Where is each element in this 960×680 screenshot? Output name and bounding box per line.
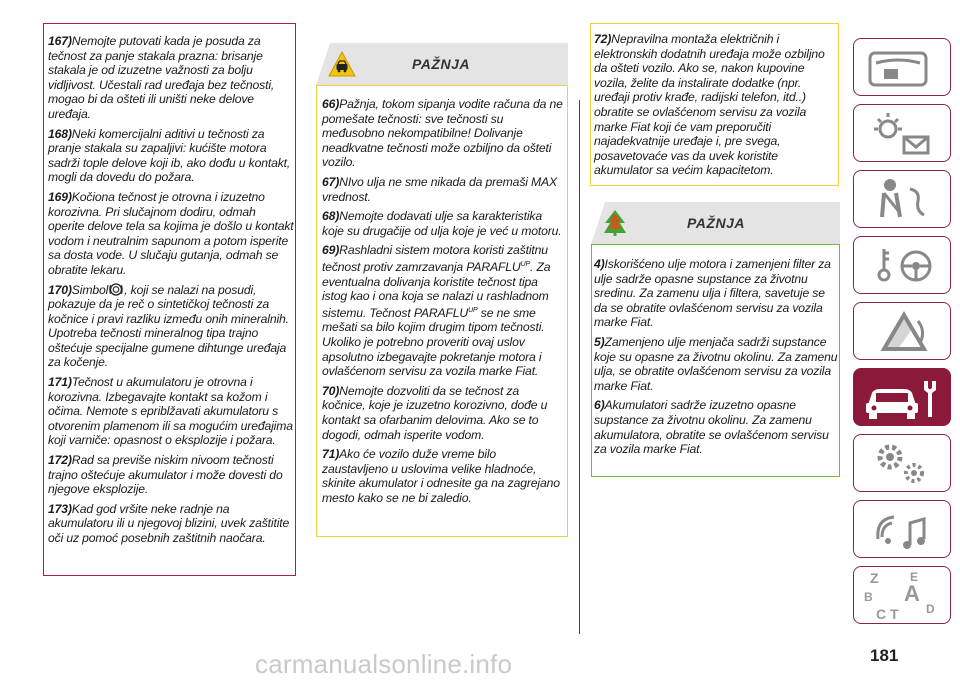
- page-number: 181: [870, 646, 899, 665]
- key-steering-wheel-icon: [854, 237, 952, 295]
- brake-fluid-symbol-icon: [109, 283, 123, 296]
- note-6: 6)Akumulatori sadrže izuzetno opasne supstance za životnu okolinu. Za zamenu akumulatora, obratite se ovlašćenom servisu za vozila marke Fiat.: [594, 398, 829, 457]
- column-3-bottom-text: [594, 257, 838, 462]
- note-67: 67)NIvo ulja ne sme nikada da premaši MAX vrednost.: [322, 174, 558, 204]
- tab-vehicle-overview[interactable]: [853, 38, 951, 96]
- environment-tree-icon: [603, 209, 627, 237]
- note-72: 72)Nepravilna montaža električnih i elektronskih dodatnih uređaja može ozbiljno da ošteti vozilo. Ako se, nakon kupovine vozila, želite da instalirate dodatke (npr. uređaji protiv krađe, radijski telefon, itd..) obratite se ovlašćenom servisu za vozila marke Fiat koji će vam preporučiti najadekvatnije uređaje i, pre svega, posavetovaće vas da uvek koristite akumulator sa većim kapacitetom.: [594, 32, 825, 178]
- note-68: 68)Nemojte dodavati ulje sa karakteristika koje su drugačije od ulja koje je već u motoru.: [322, 209, 562, 238]
- index-letter: Z: [870, 570, 879, 586]
- note-66: 66)Pažnja, tokom sipanja vodite računa da ne pomešate tečnosti: sve tečnosti su međusobno nekompatibilne! Dolivanje neadkvatne tečnosti može ozbiljno da ošteti vozilo.: [322, 97, 563, 170]
- tab-technical-data[interactable]: [853, 434, 951, 492]
- gears-icon: [854, 435, 952, 493]
- music-signal-icon: [854, 501, 952, 559]
- tab-maintenance[interactable]: [853, 368, 951, 426]
- note-5: 5)Zamenjeno ulje menjača sadrži supstance koje su opasne za životnu okolinu. Za zamenu ulja, se obratite ovlašćenom servisu za vozila marke Fiat.: [594, 334, 838, 393]
- attention-header: [316, 43, 568, 85]
- note-69: 69)Rashladni sistem motora koristi zaštitnu tečnost protiv zamrzavanja $PARAFLU^{UP}$. Za eventualna dolivanja koristite tečnost tipa istog kao i ona koja se nalazi u rashladnom sistemu. Tečnost $PARAFLU^{UP}$ se ne sme mešati sa bilo kojim drugim tipom tečnosti. Ukoliko je potrebno proveriti ovaj uslov apsolutno izbegavajte pokretanje motora i ovlašćenom servisu za vozila marke Fiat.: [322, 243, 551, 379]
- index-letter: A: [904, 581, 920, 606]
- note-71: 71)Ako će vozilo duže vreme bilo zaustavljeno u uslovima velike hladnoće, skinite akumulator i odnesite ga na zagrejano mesto kako se ne bi zaledio.: [322, 447, 560, 505]
- note-170: 170)Simbol , koji se nalazi na posudi, pokazuje da je reč o sintetičkoj tečnosti za kočnice i pravi razliku između onih mineralnih. Upotreba tečnosti mineralnog tipa trajno oštećuje specijalne gumene dihtunge uređaja za kočenje.: [48, 282, 289, 370]
- attention-title: PAŽNJA: [412, 56, 470, 72]
- tab-index[interactable]: [853, 566, 951, 624]
- note-169: 169)Kočiona tečnost je otrovna i izuzetno korozivna. Pri slučajnom dodiru, odmah operite delove tela sa kojima je došlo u kontakt vodom i neutralnim sapunom a potom isperite sa dosta vode. U slučaju gutanja, odmah se obratite lekaru.: [48, 189, 294, 277]
- column-3-top-text: [594, 32, 838, 183]
- index-letter: B: [864, 590, 873, 604]
- note-173: 173)Kad god vršite neke radnje na akumulatoru ili u njegovoj blizini, uvek zaštitite oči uz pomoć posebnih zaštitnih naočara.: [48, 501, 290, 545]
- tab-multimedia[interactable]: [853, 500, 951, 558]
- column-1-text: [48, 34, 294, 551]
- note-171: 171)Tečnost u akumulatoru je otrovna i korozivna. Izbegavajte kontakt sa kožom i očima. Nemote s epriblžavati akumulatoru s otvorenim plamenom ili sa mogućim uređajima koji varniče: opasnost o eksplozije i požara.: [48, 375, 293, 448]
- watermark: carmanualsonline.info: [255, 649, 513, 679]
- tab-safety[interactable]: [853, 170, 951, 228]
- column-divider: [579, 100, 580, 634]
- index-letter: D: [926, 602, 935, 616]
- index-letters-icon: [854, 567, 952, 625]
- tab-starting-driving[interactable]: [853, 236, 951, 294]
- note-167: 167)Nemojte putovati kada je posuda za tečnost za panje stakala prazna: brisanje stakala je od izuzetne važnosti za bolju vidljivost. Učestali rad uređaja bez tečnosti, mogao bi da ošteti ili uništi neke delove uređaja.: [48, 34, 275, 121]
- index-letter: C: [876, 606, 887, 622]
- warning-triangle-icon: [854, 303, 952, 361]
- environment-attention-title: PAŽNJA: [687, 215, 745, 231]
- car-wrench-icon: [854, 369, 952, 427]
- index-letter: T: [890, 606, 899, 622]
- warning-car-icon: [328, 51, 356, 77]
- tab-lights-safety[interactable]: [853, 104, 951, 162]
- note-168: 168)Neki komercijalni aditivi u tečnosti za pranje stakala su zapaljivi: kućište motora sadrži tople delove koji ib, ako dođu u kontakt, mogli da dovedu do požara.: [48, 126, 291, 185]
- column-2-text: [322, 97, 565, 511]
- tab-emergency[interactable]: [853, 302, 951, 360]
- index-letter: E: [910, 570, 919, 584]
- seatbelt-airbag-icon: [854, 171, 952, 229]
- car-dashboard-icon: [854, 39, 952, 97]
- note-70: 70)Nemojte dozvoliti da se tečnost za kočnice, koje je izuzetno korozivno, dođe u kontakt sa ofarbanim delovima. Ako se to dogodi, odmah isperite vodom.: [322, 383, 548, 442]
- note-4: 4)Iskorišćeno ulje motora i zamenjeni filter za ulje sadrže opasne supstance za životnu sredinu. Za zamenu ulja i filtera, savetuje se da se obratite ovlašćenom servisu za vozila marke Fiat.: [594, 257, 831, 330]
- environment-attention-header: [591, 202, 840, 244]
- note-172: 172)Rad sa previše niskim nivoom tečnosti trajno oštećuje akumulator i može dovesti do njegove eksplozije.: [48, 453, 283, 497]
- lights-mail-icon: [854, 105, 952, 163]
